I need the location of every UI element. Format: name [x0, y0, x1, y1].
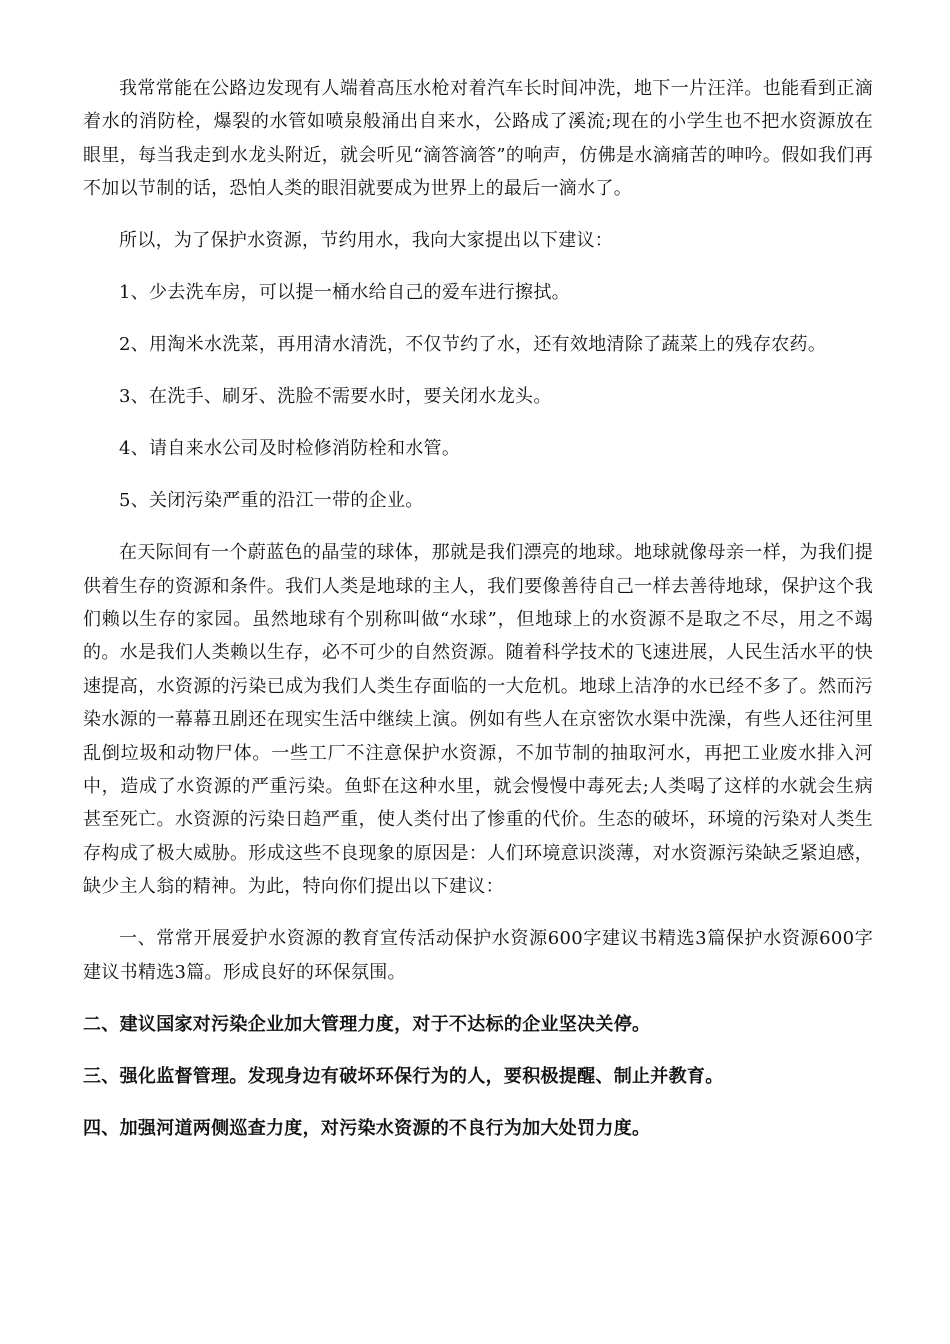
suggestion-item: 1、少去洗车房，可以提一桶水给自己的爱车进行擦拭。 — [119, 282, 570, 304]
suggestion-item: 2、用淘米水洗菜，再用清水清洗，不仅节约了水，还有效地清除了蔬菜上的残存农药。 — [119, 334, 827, 356]
paragraph-proposal-lead: 所以，为了保护水资源，节约用水，我向大家提出以下建议： — [119, 230, 614, 252]
paragraph-intro: 我常常能在公路边发现有人端着高压水枪对着汽车长时间冲洗，地下一片汪洋。也能看到正滴着水的消防栓，爆裂的水管如喷泉般涌出自来水，公路成了溪流;现在的小学生也不把水资源放在眼里，每当我走到水龙头附近，就会听见“滴答滴答”的响声，仿佛是水滴痛苦的呻吟。假如我们再不加以节制的话，恐怕人类的眼泪就要成为世界上的最后一滴水了。 — [83, 78, 873, 200]
bold-suggestion-item: 三、强化监督管理。发现身边有破坏环保行为的人，要积极提醒、制止并教育。 — [83, 1065, 724, 1087]
suggestion-item: 3、在洗手、刷牙、洗脸不需要水时，要关闭水龙头。 — [119, 386, 552, 408]
bold-suggestion-item: 二、建议国家对污染企业加大管理力度，对于不达标的企业坚决关停。 — [83, 1013, 651, 1035]
paragraph-earth: 在天际间有一个蔚蓝色的晶莹的球体，那就是我们漂亮的地球。地球就像母亲一样，为我们提供着生存的资源和条件。我们人类是地球的主人，我们要像善待自己一样去善待地球，保护这个我们赖以生存的家园。虽然地球有个别称叫做“水球”，但地球上的水资源不是取之不尽，用之不竭的。水是我们人类赖以生存，必不可少的自然资源。随着科学技术的飞速进展，人民生活水平的快速提高，水资源的污染已成为我们人类生存面临的一大危机。地球上洁净的水已经不多了。然而污染水源的一幕幕丑剧还在现实生活中继续上演。例如有些人在京密饮水渠中洗澡，有些人还往河里乱倒垃圾和动物尸体。一些工厂不注意保护水资源，不加节制的抽取河水，再把工业废水排入河中，造成了水资源的严重污染。鱼虾在这种水里，就会慢慢中毒死去;人类喝了这样的水就会生病甚至死亡。水资源的污染日趋严重，使人类付出了惨重的代价。生态的破坏，环境的污染对人类生存构成了极大威胁。形成这些不良现象的原因是：人们环境意识淡薄，对水资源污染缺乏紧迫感，缺少主人翁的精神。为此，特向你们提出以下建议： — [83, 542, 873, 898]
suggestion-item: 5、关闭污染严重的沿江一带的企业。 — [119, 490, 424, 512]
suggestion-item: 4、请自来水公司及时检修消防栓和水管。 — [119, 438, 461, 460]
paragraph-suggestion-one: 一、常常开展爱护水资源的教育宣传活动保护水资源600字建议书精选3篇保护水资源600字建议书精选3篇。形成良好的环保氛围。 — [83, 928, 873, 983]
bold-suggestion-item: 四、加强河道两侧巡查力度，对污染水资源的不良行为加大处罚力度。 — [83, 1117, 651, 1139]
document-body — [83, 72, 873, 1164]
